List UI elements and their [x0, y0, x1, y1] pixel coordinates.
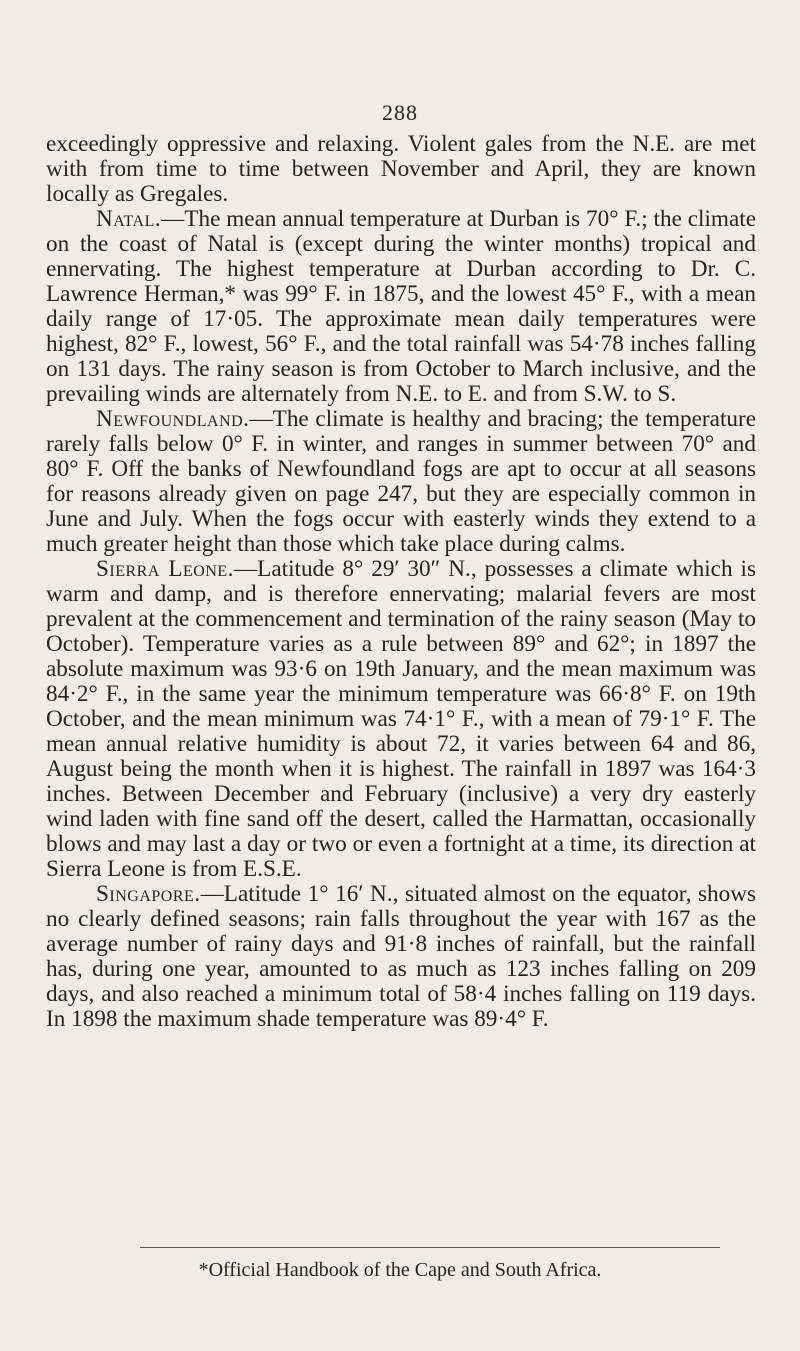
section-heading-sierra-leone: Sierra Leone.: [96, 556, 234, 582]
paragraph-natal: [46, 207, 756, 407]
section-heading-singapore: Singapore.: [96, 881, 201, 907]
footnote: *Official Handbook of the Cape and South Africa.: [198, 1259, 602, 1281]
paragraph-text: —The mean annual temperature at Durban is 70° F.; the climate on the coast of Natal is (except during the winter months) tropical and ennervating. The highest temperature at Durban according to Dr. C. Lawrence Herman,* was 99° F. in 1875, and the lowest 45° F., with a mean daily range of 17·05. The approximate mean daily temperatures were highest, 82° F., lowest, 56° F., and the total rainfall was 54·78 inches falling on 131 days. The rainy season is from October to March inclusive, and the prevailing winds are alternately from N.E. to E. and from S.W. to S.: [46, 206, 756, 407]
paragraph-sierra-leone: [46, 557, 756, 882]
paragraph-text: —The climate is healthy and bracing; the temperature rarely falls below 0° F. in winter, and ranges in summer between 70° and 80° F. Off the banks of Newfoundland fogs are apt to occur at all seasons for reasons already given on page 247, but they are especially common in June and July. When the fogs occur with easterly winds they extend to a much greater height than those which take place during calms.: [46, 406, 756, 557]
body-text: [46, 132, 756, 1032]
footnote-divider: [140, 1247, 720, 1248]
paragraph-continuation: [46, 132, 756, 207]
paragraph-text: —Latitude 8° 29′ 30″ N., possesses a climate which is warm and damp, and is therefore ennervating; malarial fevers are most prevalent at the commencement and termination of the rainy season (May to October). Temperature varies as a rule between 89° and 62°; in 1897 the absolute maximum was 93·6 on 19th January, and the mean maximum was 84·2° F., in the same year the minimum temperature was 66·8° F. on 19th October, and the mean minimum was 74·1° F., with a mean of 79·1° F. The mean annual relative humidity is about 72, it varies between 64 and 86, August being the month when it is highest. The rainfall in 1897 was 164·3 inches. Between December and February (inclusive) a very dry easterly wind laden with fine sand off the desert, called the Harmattan, occasionally blows and may last a day or two or even a fortnight at a time, its direction at Sierra Leone is from E.S.E.: [46, 556, 756, 882]
paragraph-text: —Latitude 1° 16′ N., situated almost on the equator, shows no clearly defined seasons; rain falls throughout the year with 167 as the average number of rainy days and 91·8 inches of rainfall, but the rainfall has, during one year, amounted to as much as 123 inches falling on 209 days, and also reached a minimum total of 58·4 inches falling on 119 days. In 1898 the maximum shade temperature was 89·4° F.: [46, 881, 756, 1032]
paragraph-text: exceedingly oppressive and relaxing. Violent gales from the N.E. are met with from time to time between November and April, they are known locally as Gregales.: [46, 131, 756, 207]
section-heading-natal: Natal.: [96, 206, 162, 232]
paragraph-newfoundland: [46, 407, 756, 557]
section-heading-newfoundland: Newfoundland.: [96, 406, 250, 432]
page-number: 288: [382, 100, 418, 125]
paragraph-singapore: [46, 882, 756, 1032]
